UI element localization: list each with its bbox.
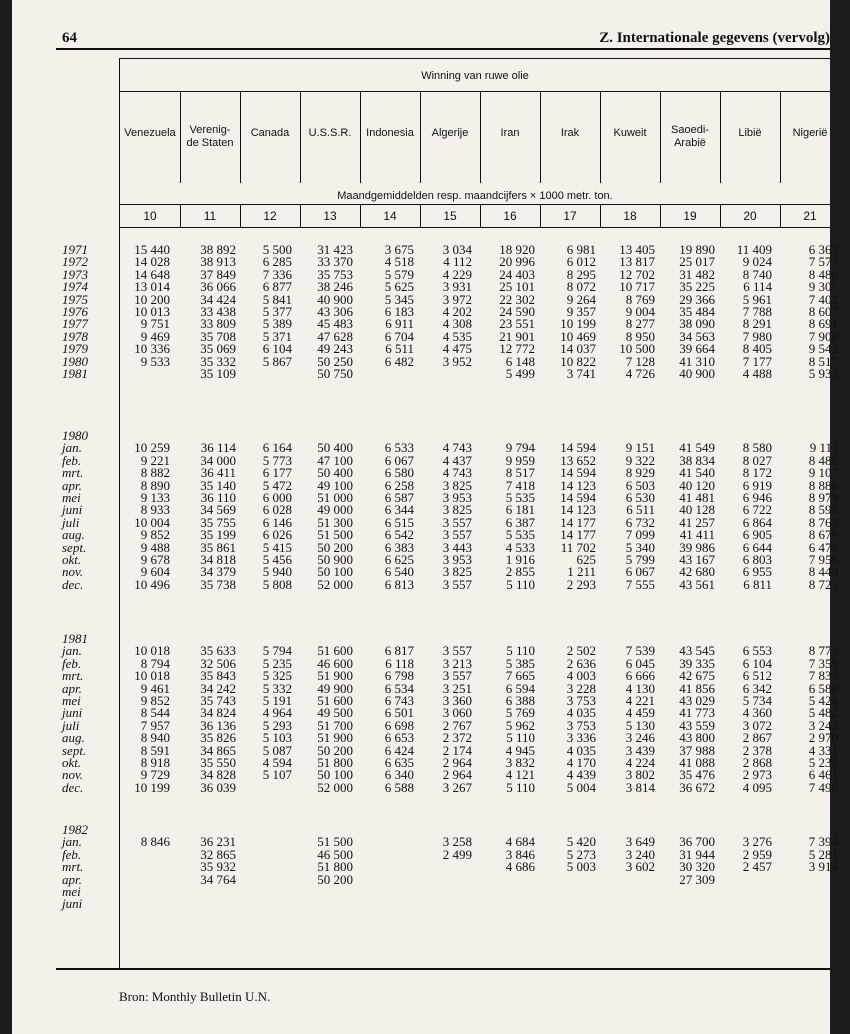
column-values: 19 890 25 017 31 482 35 225 29 366 35 484 38 090 34 563 39 664 41 310 40 900 bbox=[679, 242, 715, 382]
column-values: 6 365 7 577 8 480 9 305 7 402 8 607 8 691 7 908 9 542 8 517 5 932 bbox=[808, 242, 838, 382]
column-values: 18 920 20 996 24 403 25 101 22 302 24 590 23 551 21 901 12 772 6 148 5 499 bbox=[499, 242, 535, 382]
group-rule bbox=[120, 91, 830, 92]
column-number: 19 bbox=[683, 209, 697, 223]
column-values: 10 018 8 794 10 018 9 461 9 852 8 544 7 957 8 940 8 591 8 918 9 729 10 199 bbox=[134, 643, 170, 795]
row-labels: 1971 1972 1973 1974 1975 1976 1977 1978 1979 1980 1981 bbox=[62, 242, 88, 382]
column-header: Kuweit bbox=[613, 127, 647, 139]
column-values: 6 817 6 118 6 798 6 534 6 743 6 501 6 698 6 653 6 424 6 635 6 340 6 588 bbox=[384, 643, 414, 795]
column-values: 8 773 7 359 7 833 6 588 5 424 5 482 3 242 2 970 4 331 5 239 6 461 7 490 bbox=[808, 643, 838, 795]
column-values: 31 423 33 370 35 753 38 246 40 900 43 306 45 483 47 628 49 243 50 250 50 750 bbox=[317, 242, 353, 382]
column-values: 6 981 6 012 8 295 8 072 9 264 9 357 10 199 10 469 14 037 10 822 3 741 bbox=[560, 242, 596, 382]
unit-rule bbox=[120, 204, 830, 205]
row-labels: 1981 jan. feb. mrt. apr. mei juni juli aug. sept. okt. nov. dec. bbox=[62, 631, 88, 795]
column-values: 5 500 6 285 7 336 6 877 5 841 5 377 5 389 5 371 6 104 5 867 bbox=[262, 242, 292, 369]
column-header: Venezuela bbox=[124, 127, 176, 139]
column-values: 50 400 47 100 50 400 49 100 51 000 49 000 51 300 51 500 50 200 50 900 50 100 52 000 bbox=[317, 440, 353, 592]
column-values: 8 846 bbox=[140, 834, 170, 850]
column-values: 51 500 46 500 51 800 50 200 bbox=[317, 834, 353, 887]
column-number: 11 bbox=[203, 209, 217, 223]
row-labels: 1980 jan. feb. mrt. apr. mei juni juli aug. sept. okt. nov. dec. bbox=[62, 428, 88, 592]
column-values: 4 684 3 846 4 686 bbox=[505, 834, 535, 875]
book-spine bbox=[0, 0, 12, 1034]
column-number: 14 bbox=[383, 209, 397, 223]
column-values: 3 258 2 499 bbox=[442, 834, 472, 862]
column-values: 9 151 9 322 8 929 6 503 6 530 6 511 6 732 7 099 5 340 5 799 6 067 7 555 bbox=[625, 440, 655, 592]
column-values: 35 633 32 506 35 843 34 242 35 743 34 824 36 136 35 826 34 865 35 550 34 828 36 039 bbox=[200, 643, 236, 795]
document-page bbox=[12, 0, 838, 1034]
column-number: 13 bbox=[323, 209, 337, 223]
column-values: 9 794 9 959 8 517 7 418 5 535 6 181 6 387 5 535 4 533 1 916 2 855 5 110 bbox=[505, 440, 535, 592]
column-header: Indonesia bbox=[366, 127, 414, 139]
column-values: 11 409 9 024 8 740 6 114 5 961 7 788 8 291 7 980 8 405 7 177 4 488 bbox=[736, 242, 772, 382]
column-values: 13 405 13 817 12 702 10 717 8 769 9 004 8 277 8 950 10 500 7 128 4 726 bbox=[619, 242, 655, 382]
column-values: 43 545 39 335 42 675 41 856 43 029 41 773 43 559 43 800 37 988 41 088 35 476 36 672 bbox=[679, 643, 715, 795]
row-labels: 1982 jan. feb. mrt. apr. mei juni bbox=[62, 822, 88, 912]
column-values: 8 580 8 027 8 172 6 919 6 946 6 722 6 864 6 905 6 644 6 803 6 955 6 811 bbox=[742, 440, 772, 592]
column-values: 3 034 4 112 4 229 3 931 3 972 4 202 4 308 4 535 4 475 3 952 bbox=[442, 242, 472, 369]
column-values bbox=[240, 824, 292, 898]
column-values: 6 164 5 773 6 177 5 472 6 000 6 028 6 146 6 026 5 415 5 456 5 940 5 808 bbox=[262, 440, 292, 592]
group-header: Winning van ruwe olie bbox=[421, 70, 529, 82]
colnum-rule bbox=[120, 227, 830, 228]
column-values: 36 231 32 865 35 932 34 764 bbox=[200, 834, 236, 887]
column-header: Algerije bbox=[431, 127, 469, 139]
column-values: 7 394 5 281 3 914 bbox=[808, 834, 838, 875]
column-number: 21 bbox=[803, 209, 817, 223]
column-values: 3 557 3 213 3 557 3 251 3 360 3 060 2 767 2 372 2 174 2 964 2 964 3 267 bbox=[442, 643, 472, 795]
column-number: 17 bbox=[563, 209, 577, 223]
column-values: 9 111 8 486 9 107 8 886 8 979 8 599 8 763 8 679 6 474 7 956 8 448 8 721 bbox=[808, 440, 838, 592]
bottom-rule bbox=[56, 968, 830, 970]
column-values: 15 440 14 028 14 648 13 014 10 200 10 013 9 751 9 469 10 336 9 533 bbox=[134, 242, 170, 369]
column-number: 12 bbox=[263, 209, 277, 223]
column-header: Saoedi- Arabië bbox=[671, 124, 709, 149]
column-header: Irak bbox=[560, 127, 580, 139]
top-rule bbox=[56, 48, 830, 50]
column-header: U.S.S.R. bbox=[308, 127, 352, 139]
unit-header: Maandgemiddelden resp. maandcijfers × 1000 metr. ton. bbox=[337, 190, 613, 202]
column-values: 6 553 6 104 6 512 6 342 5 734 4 360 3 072 2 867 2 378 2 868 2 973 4 095 bbox=[742, 643, 772, 795]
source-note: Bron: Monthly Bulletin U.N. bbox=[119, 989, 271, 1004]
column-number: 20 bbox=[743, 209, 757, 223]
column-values: 3 675 4 518 5 579 5 625 5 345 6 183 6 911 6 704 6 511 6 482 bbox=[384, 242, 414, 369]
column-values: 3 276 2 959 2 457 bbox=[742, 834, 772, 875]
column-values: 4 743 4 437 4 743 3 825 3 953 3 825 3 557 3 557 3 443 3 953 3 825 3 557 bbox=[442, 440, 472, 592]
column-values: 14 594 13 652 14 594 14 123 14 594 14 123 14 177 14 177 11 702 625 1 211 2 293 bbox=[560, 440, 596, 592]
column-number: 10 bbox=[143, 209, 157, 223]
column-values: 2 502 2 636 4 003 3 228 3 753 4 035 3 753 3 336 4 035 4 170 4 439 5 004 bbox=[566, 643, 596, 795]
page-title: Z. Internationale gegevens (vervolg) bbox=[599, 30, 830, 46]
column-values: 36 114 34 000 36 411 35 140 36 110 34 569 35 755 35 199 35 861 34 818 34 379 35 738 bbox=[200, 440, 236, 592]
column-number: 18 bbox=[623, 209, 637, 223]
column-number: 15 bbox=[443, 209, 457, 223]
column-values bbox=[360, 824, 414, 898]
column-values: 5 110 5 385 7 665 6 594 6 388 5 769 5 962 5 110 4 945 3 832 4 121 5 110 bbox=[505, 643, 535, 795]
column-values: 5 420 5 273 5 003 bbox=[566, 834, 596, 875]
column-values: 5 794 5 235 5 325 5 332 5 191 4 964 5 293 5 103 5 087 4 594 5 107 bbox=[262, 643, 292, 783]
column-header: Nigerië bbox=[792, 127, 828, 139]
column-header: Verenig- de Staten bbox=[186, 124, 234, 149]
column-header: Iran bbox=[500, 127, 520, 139]
column-values: 51 600 46 600 51 900 49 900 51 600 49 500 51 700 51 900 50 200 51 800 50 100 52 000 bbox=[317, 643, 353, 795]
column-values: 7 539 6 045 6 666 4 130 4 221 4 459 5 130 3 246 3 439 4 224 3 802 3 814 bbox=[625, 643, 655, 795]
page-number: 64 bbox=[62, 30, 77, 46]
column-values: 36 700 31 944 30 320 27 309 bbox=[679, 834, 715, 887]
column-values: 10 259 9 221 8 882 8 890 9 133 8 933 10 004 9 852 9 488 9 678 9 604 10 496 bbox=[134, 440, 170, 592]
column-header: Libië bbox=[738, 127, 762, 139]
column-values: 38 892 38 913 37 849 36 066 34 424 33 438 33 809 35 708 35 069 35 332 35 109 bbox=[200, 242, 236, 382]
column-number: 16 bbox=[503, 209, 517, 223]
column-values: 3 649 3 240 3 602 bbox=[625, 834, 655, 875]
header-rule bbox=[120, 58, 830, 59]
column-values: 6 533 6 067 6 580 6 258 6 587 6 344 6 515 6 542 6 383 6 625 6 540 6 813 bbox=[384, 440, 414, 592]
column-values: 41 549 38 834 41 540 40 120 41 481 40 128 41 257 41 411 39 986 43 167 42 680 43 561 bbox=[679, 440, 715, 592]
column-header: Canada bbox=[250, 127, 290, 139]
